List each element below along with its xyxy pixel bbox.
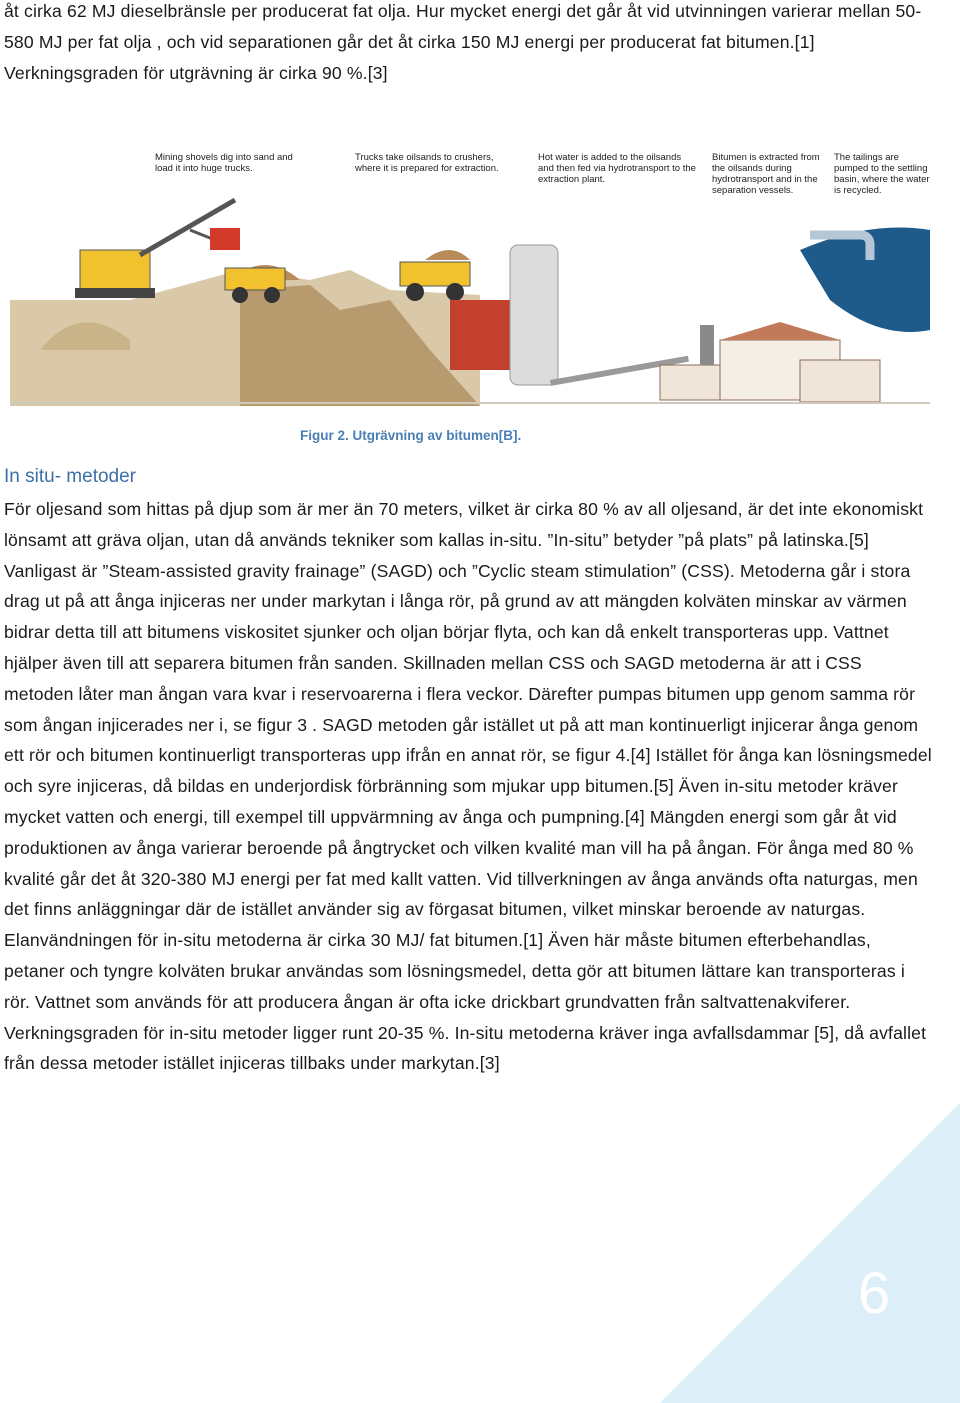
figure-label-tailings: The tailings are pumped to the settling basin, where the water is recycled. (834, 152, 930, 196)
figure-label-shovels: Mining shovels dig into sand and load it into huge trucks. (155, 152, 293, 174)
tailings-basin (800, 228, 930, 333)
page-number: 6 (858, 1261, 891, 1326)
figure-label-trucks: Trucks take oilsands to crushers, where it is prepared for extraction. (355, 152, 499, 174)
page-corner-decoration (660, 1103, 960, 1403)
section-body-paragraph: För oljesand som hittas på djup som är mer än 70 meters, vilket är cirka 80 % av all oljesand, är det inte ekonomiskt lönsamt att gräva oljan, utan då används tekniker som kallas in-situ. ”In-situ” betyder ”på plats” på latinska.[5] Vanligast är ”Steam-assisted gravity frainage” (SAGD) och ”Cyclic steam stimulation” (CSS). Metoderna går i stora drag ut på att ånga injiceras ner under markytan i långa rör, på grund av att mängden kolväten minskar av värmen bidrar detta till att bitumens viskositet sjunker och oljan börjar flyta, och kan då enkelt transporteras upp. Vattnet hjälper även till att separera bitumen från sanden. Skillnaden mellan CSS och SAGD metoderna är att i CSS metoden låter man ångan vara kvar i reservoarerna i flera veckor. Därefter pumpas bitumen upp genom samma rör som ångan injicerades ner i, se figur 3 . SAGD metoden går istället ut på att man kontinuerligt injicerar ånga genom ett rör och bitumen kontinuerligt transporteras upp ifrån en annat rör, se figur 4.[4] Istället för ånga kan lösningsmedel och syre injiceras, då bildas en underjordisk förbränning som mjukar upp bitumen.[5] Även in-situ metoder kräver mycket vatten och energi, till exempel till uppvärmning av ånga och pumpning.[4] Mängden energi som går åt vid produktionen av ånga varierar beroende på ångtrycket och vilken kvalité man vill ha på ångan. För ånga med 80 % kvalité går det åt 320-380 MJ energi per fat med kallt vatten. Vid tillverkningen av ånga används ofta naturgas, men det finns anläggningar där de istället använder sig av förgasat bitumen, vilket minskar beroende av naturgas. Elanvändningen för in-situ metoderna är cirka 30 MJ/ fat bitumen.[1] Även här måste bitumen efterbehandlas, petaner och tyngre kolväten brukar användas som lösningsmedel, detta gör att bitumen lättare kan transporteras i rör. Vattnet som används för att producera ångan är ofta icke drickbart grundvatten från saltvattenakviferer. Verkningsgraden för in-situ metoder ligger runt 20-35 %. In-situ metoderna kräver inga avfallsdammar [5], då avfallet från dessa metoder istället injiceras tillbaks under markytan.[3] (4, 499, 932, 1074)
section-heading: In situ- metoder (4, 466, 136, 487)
figure-caption: Figur 2. Utgrävning av bitumen[B]. (300, 428, 522, 443)
silo (510, 245, 558, 385)
intro-paragraph: åt cirka 62 MJ dieselbränsle per producerat fat olja. Hur mycket energi det går åt vid utvinningen varierar mellan 50-580 MJ per fat olja , och vid separationen går det åt cirka 150 MJ energi per producerat fat bitumen.[1] Verkningsgraden för utgrävning är cirka 90 %.[3] (4, 1, 922, 83)
extraction-plant (660, 322, 880, 402)
oilsands-mining-illustration (10, 150, 930, 406)
dirt-pile-truck (425, 250, 470, 260)
figure-label-hot-water: Hot water is added to the oilsands and then fed via hydrotransport to the extraction plant. (538, 152, 696, 185)
figure-labels (155, 152, 930, 208)
figure-label-bitumen: Bitumen is extracted from the oilsands during hydrotransport and in the separation vessels. (712, 152, 820, 196)
